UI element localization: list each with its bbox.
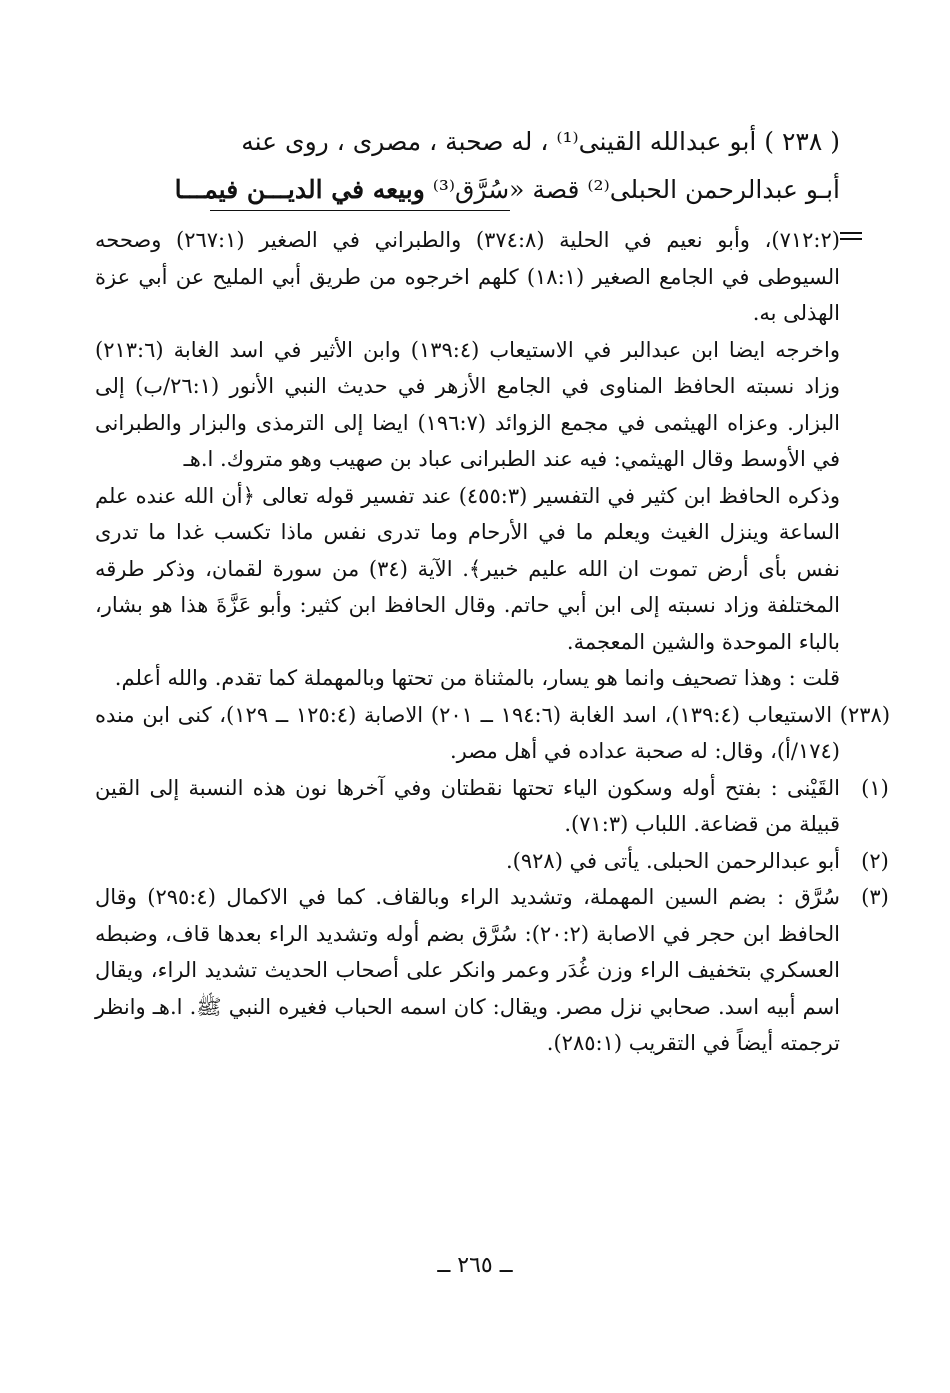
footnote-separator (210, 210, 510, 211)
footnote-2-text: أبو عبدالرحمن الحبلى. يأتى في (٩٢٨). (505, 848, 840, 873)
footnote-3 (95, 879, 889, 1062)
continuation-mark (840, 232, 862, 234)
main-line-2 (95, 166, 840, 214)
note-continuation-4: قلت : وهذا تصحيف وانما هو يسار، بالمثناة من تحتها وبالمهملة كما تقدم. والله أعلم. (114, 666, 840, 690)
footnote-3-number: (٣) (861, 885, 889, 909)
note-continuation-3: وذكره الحافظ ابن كثير في التفسير (٤٥٥:٣) عند تفسير قوله تعالى ﴿أن الله عنده علم الساعة وينزل الغيث ويعلم ما في الأرحام وما تدرى نفس ماذا تكسب غدا ما تدرى نفس بأى أرض تموت ان الله عليم خبير﴾. الآية (٣٤) من سورة لقمان، وذكر طرقه المختلفة وزاد نسبته إلى ابن أبي حاتم. وقال الحافظ ابن كثير: وأبو عَزَّةَ هذا هو بشار، بالباء الموحدة والشين المعجمة. (95, 483, 841, 654)
note-continuation-1: (٧١٢:٢)، وأبو نعيم في الحلية (٣٧٤:٨) والطبراني في الصغير (٢٦٧:١) وصححه السيوطى في الجامع الصغير (١٨:١) كلهم اخرجوه من طريق أبي المليح عن أبي عزة الهذلى به. (95, 228, 840, 325)
footnote-1-text: القَيْنى : بفتح أوله وسكون الياء تحتها نقطتان وفي آخرها نون هذه النسبة إلى القين قبيلة من قضاعة. اللباب (٧١:٣). (95, 775, 840, 836)
main-line-2-bold: وبيعه في الديـــن فيمـــا (174, 175, 425, 204)
page-number: ــ ٢٦٥ ــ (437, 1253, 513, 1278)
footnote-1 (95, 770, 889, 843)
footnote-3-text: سُرَّق : بضم السين المهملة، وتشديد الراء وبالقاف. كما في الاكمال (٢٩٥:٤) وقال الحافظ ابن حجر في الاصابة (٢٠:٢): سُرَّق بضم أوله وتشديد الراء بعدها قاف، وضبطه العسكري بتخفيف الراء وزن غُدَر وعمر وانكر على أصحاب الحديث تشديد الراء، ويقال اسم أبيه اسد. صحابي نزل مصر. ويقال: كان اسمه الحباب فغيره النبي ﷺ. ا.هـ وانظر ترجمته أيضاً في التقريب (٢٨٥:١). (95, 885, 840, 1055)
footnote-238 (95, 697, 891, 770)
footnote-238-number: (٢٣٨) (839, 702, 891, 727)
main-line-2-text: أبـو عبدالرحمن الحبلى⁽²⁾ قصة «سُرَّق⁽³⁾ (432, 175, 840, 204)
footnote-238-text: الاستيعاب (١٣٩:٤)، اسد الغابة (١٩٤:٦ ــ ٢٠١) الاصابة (١٢٥:٤ ــ ١٢٩)، كنى ابن منده (١٧٤/أ)، وقال: له صحبة عداده في أهل مصر. (95, 702, 840, 763)
footnotes (95, 222, 891, 1062)
note-continuation-2: واخرجه ايضا ابن عبدالبر في الاستيعاب (١٣٩:٤) وابن الأثير في اسد الغابة (٢١٣:٦) وزاد نسبته الحافظ المناوى في الجامع الأزهر في حديث النبي الأنور (٢٦:١/ب) إلى البزار. وعزاه الهيثمى في مجمع الزوائد (١٩٦:٧) ايضا إلى الترمذى والبزار والطبرانى في الأوسط وقال الهيثمي: فيه عند الطبرانى عباد بن صهيب وهو متروك. ا.هـ (95, 337, 840, 471)
main-line-1: ( ٢٣٨ ) أبو عبدالله القينى⁽¹⁾ ، له صحبة ، مصرى ، روى عنه (241, 127, 840, 156)
footnote-1-number: (١) (861, 775, 889, 800)
footnote-2 (95, 843, 889, 880)
main-text (95, 118, 840, 214)
footnote-2-number: (٢) (861, 848, 889, 873)
